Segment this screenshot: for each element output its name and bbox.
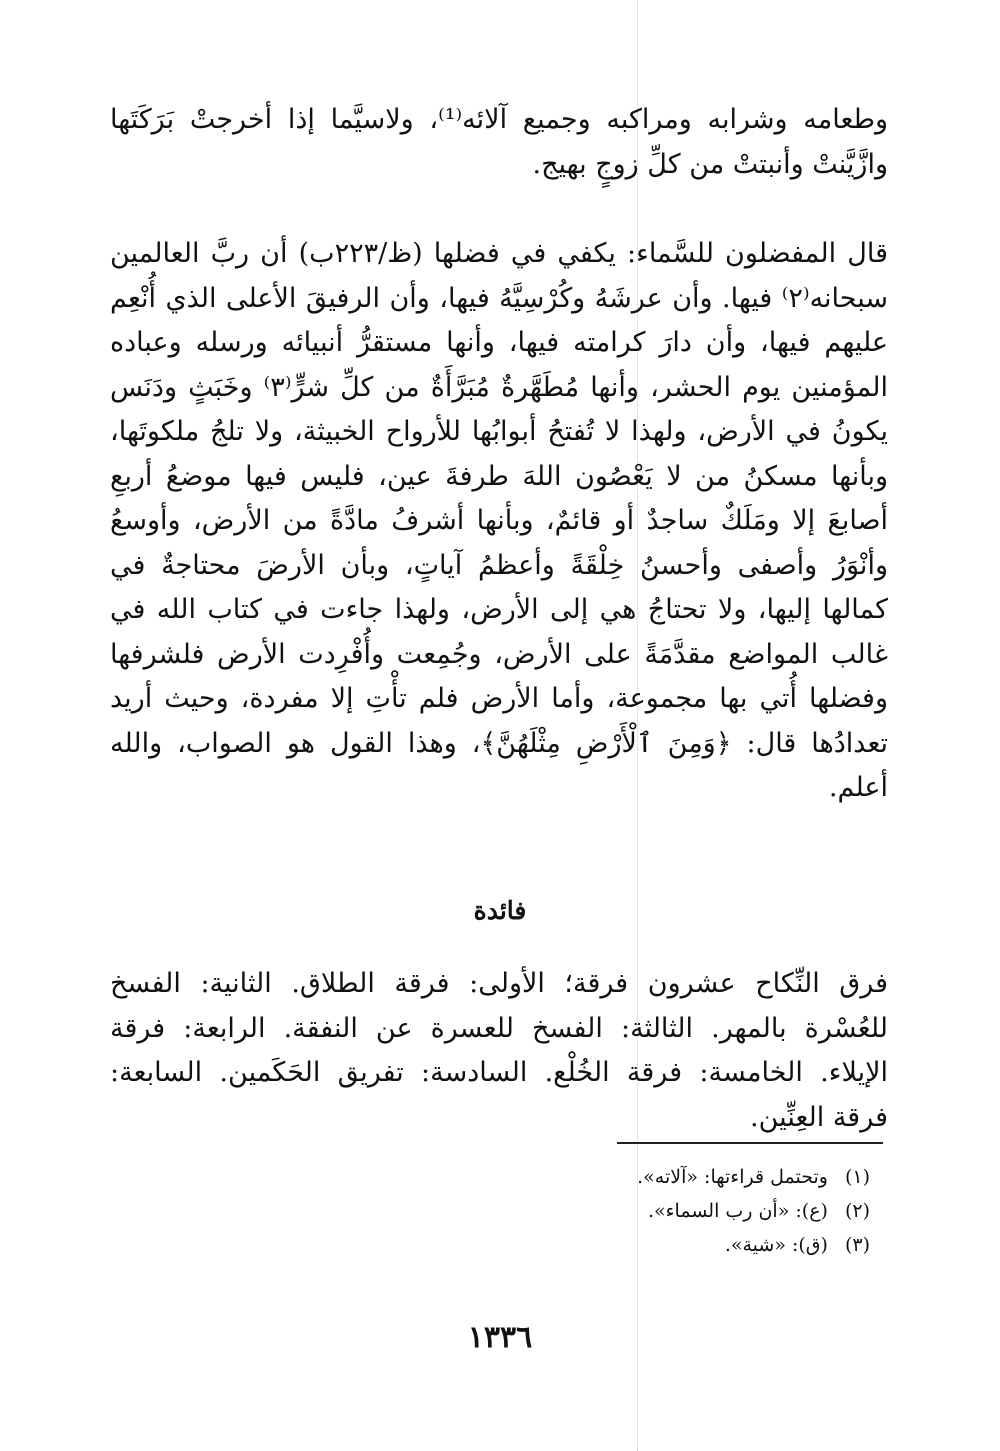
- paragraph-1: وطعامه وشرابه ومراكبه وجميع آلائه⁽¹⁾، ولاسيَّما إذا أخرجتْ بَرَكَتَها وازَّيَّنتْ وأنبتتْ من كلِّ زوجٍ بهيج.: [110, 104, 888, 180]
- section-heading: فائدة: [473, 896, 527, 925]
- page-number: ١٣٣٦: [467, 1320, 533, 1355]
- footnotes: [370, 1160, 870, 1262]
- footnote-item: [370, 1228, 870, 1262]
- footnote-text: (ع): «أن رب السماء».: [647, 1200, 828, 1222]
- footnote-separator: [617, 1142, 883, 1144]
- paragraph-2: قال المفضلون للسَّماء: يكفي في فضلها (ظ/٢٢٣ب) أن ربَّ العالمين سبحانه⁽٢⁾ فيها. وأن عرشَهُ وكُرْسِيَّهُ فيها، وأن الرفيقَ الأعلى الذي أُنْعِم عليهم فيها، وأن دارَ كرامته فيها، وأنها مستقرُّ أنبيائه ورسله وعباده المؤمنين يوم الحشر، وأنها مُطَهَّرةٌ مُبَرَّأَةٌ من كلِّ شرٍّ⁽٣⁾ وخَبَثٍ ودَنَس يكونُ في الأرض، ولهذا لا تُفتحُ أبوابُها للأرواح الخبيثة، ولا تلجُ ملكوتَها، وبأنها مسكنُ من لا يَعْصُون اللهَ طرفةَ عين، فليس فيها موضعُ أربعِ أصابعَ إلا ومَلَكٌ ساجدٌ أو قائمٌ، وبأنها أشرفُ مادَّةً من الأرض، وأوسعُ وأنْوَرُ وأصفى وأحسنُ خِلْقَةً وأعظمُ آياتٍ، وبأن الأرضَ محتاجةٌ في كمالها إليها، ولا تحتاجُ هي إلى الأرض، ولهذا جاءت في كتاب الله في غالب المواضع مقدَّمَةً على الأرض، وجُمِعت وأُفْرِدت الأرض فلشرفها وفضلها أُتي بها مجموعة، وأما الأرض فلم تأْتِ إلا مفردة، وحيث أريد تعدادُها قال: ﴿وَمِنَ ٱلْأَرْضِ مِثْلَهُنَّ﴾، وهذا القول هو الصواب، والله أعلم.: [110, 238, 888, 803]
- footnote-text: (ق): «شية».: [724, 1234, 828, 1256]
- footnote-text: وتحتمل قراءتها: «آلاته».: [637, 1166, 828, 1188]
- footnote-number: (٢): [844, 1200, 870, 1222]
- footnote-number: (٣): [844, 1234, 870, 1256]
- footnote-number: (١): [844, 1166, 870, 1188]
- footnote-item: [370, 1160, 870, 1194]
- paragraph-3: فرق النِّكاح عشرون فرقة؛ الأولى: فرقة الطلاق. الثانية: الفسخ للعُسْرة بالمهر. الثالثة: الفسخ للعسرة عن النفقة. الرابعة: فرقة الإيلاء. الخامسة: فرقة الخُلْع. السادسة: تفريق الحَكَمين. السابعة: فرقة العِنِّين.: [110, 968, 888, 1133]
- footnote-item: [370, 1194, 870, 1228]
